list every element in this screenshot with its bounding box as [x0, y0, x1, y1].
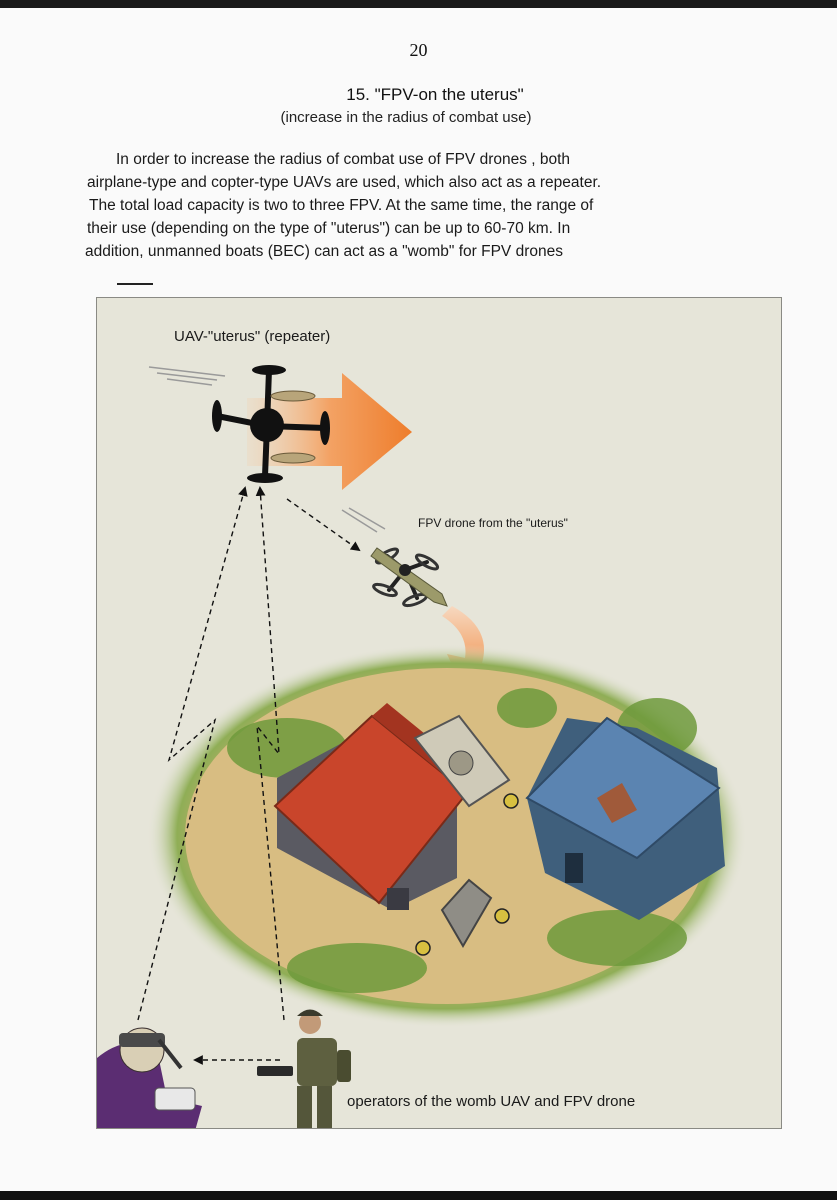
body-line-3: The total load capacity is two to three FPV. At the same time, the range of	[89, 197, 594, 214]
fpv-drone-icon	[371, 547, 447, 608]
document-page	[0, 8, 837, 1191]
illustration-figure	[96, 297, 782, 1129]
operator-soldier-figure	[257, 1010, 351, 1129]
page-number: 20	[409, 40, 428, 60]
body-line-2: airplane-type and copter-type UAVs are used, which also act as a repeater.	[87, 174, 602, 191]
text-underline	[117, 283, 153, 285]
operator-left-figure	[97, 1028, 202, 1128]
section-title: 15. "FPV-on the uterus"	[346, 85, 524, 104]
uav-uterus-label: UAV-"uterus" (repeater)	[174, 328, 331, 345]
illustration-svg	[97, 298, 781, 1128]
body-line-5: addition, unmanned boats (BEC) can act as a "womb" for FPV drones	[85, 243, 563, 260]
bottom-bar	[0, 1191, 837, 1200]
operators-label: operators of the womb UAV and FPV drone	[347, 1093, 636, 1110]
body-line-1: In order to increase the radius of combat use of FPV drones , both	[116, 151, 571, 168]
target-area-scene	[147, 644, 747, 1028]
section-subtitle: (increase in the radius of combat use)	[280, 109, 532, 126]
body-line-4: their use (depending on the type of "uterus") can be up to 60-70 km. In	[87, 220, 571, 237]
fpv-drone-label: FPV drone from the "uterus"	[418, 516, 568, 530]
